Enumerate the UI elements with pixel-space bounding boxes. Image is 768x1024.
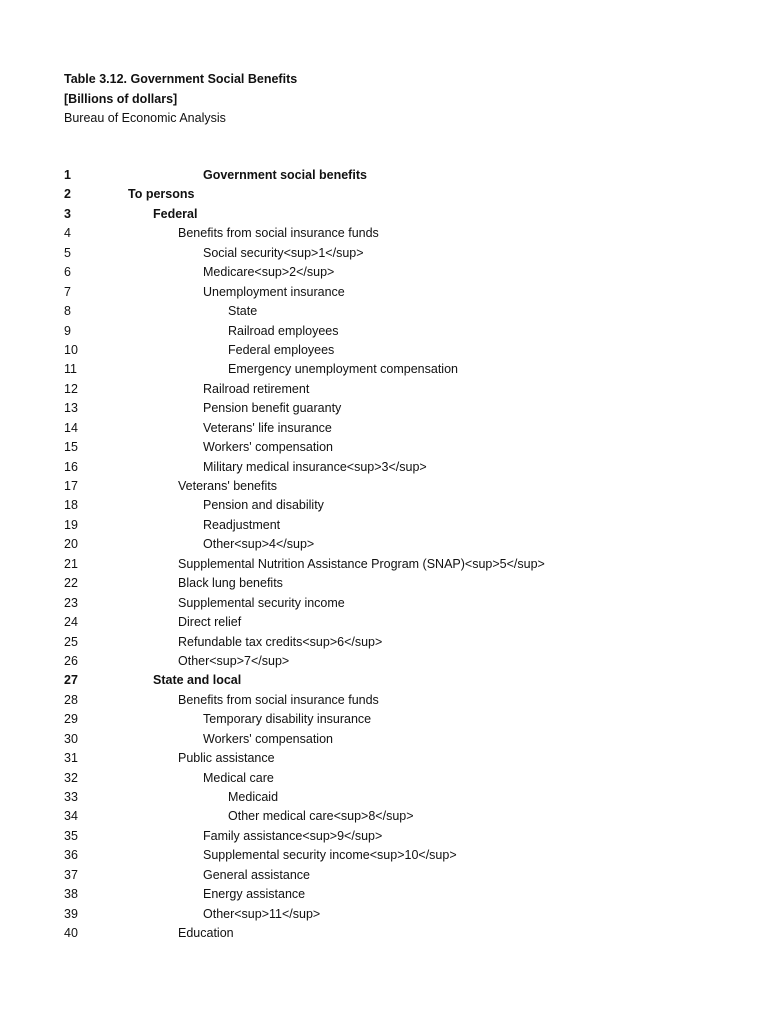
table-row — [64, 827, 744, 846]
table-row — [64, 710, 744, 729]
table-row — [64, 671, 744, 690]
table-row — [64, 613, 744, 632]
line-label: Medical care — [203, 770, 274, 785]
table-row — [64, 846, 744, 865]
table-header — [64, 70, 297, 129]
table-row — [64, 594, 744, 613]
line-label: State — [228, 304, 258, 319]
line-number: 10 — [64, 342, 78, 357]
line-number: 24 — [64, 615, 78, 630]
line-number: 5 — [64, 245, 71, 260]
line-label: State and local — [153, 673, 242, 688]
line-label: Temporary disability insurance — [203, 712, 372, 727]
line-number: 19 — [64, 517, 78, 532]
table-row — [64, 185, 744, 204]
line-label: Veterans' benefits — [178, 479, 277, 493]
table-row — [64, 302, 744, 321]
line-number: 6 — [64, 265, 71, 280]
line-label: Social security<sup>1</sup> — [203, 245, 364, 260]
line-number: 26 — [64, 653, 78, 668]
table-row — [64, 205, 744, 224]
line-number: 16 — [64, 459, 78, 474]
table-row — [64, 438, 744, 457]
line-label: Supplemental security income — [178, 595, 345, 610]
table-row — [64, 633, 744, 652]
line-number: 28 — [64, 692, 78, 707]
line-label: Pension and disability — [203, 498, 324, 513]
line-label: Railroad retirement — [203, 381, 310, 396]
table-row — [64, 283, 744, 302]
table-row — [64, 263, 744, 282]
line-label: Emergency unemployment compensation — [228, 362, 458, 377]
line-number: 34 — [64, 809, 78, 824]
line-number: 27 — [64, 673, 78, 688]
line-number: 39 — [64, 906, 78, 921]
table-row — [64, 244, 744, 263]
table-row — [64, 496, 744, 515]
table-row — [64, 652, 744, 671]
line-label: Readjustment — [203, 517, 281, 532]
line-label: Refundable tax credits<sup>6</sup> — [178, 634, 383, 649]
line-number: 25 — [64, 634, 78, 649]
line-label: Benefits from social insurance funds — [178, 692, 379, 707]
table-row — [64, 224, 744, 243]
line-number: 32 — [64, 770, 78, 785]
table-row — [64, 419, 744, 438]
table-row — [64, 924, 744, 943]
table-row — [64, 905, 744, 924]
line-number: 7 — [64, 284, 71, 299]
table-row — [64, 788, 744, 807]
line-label: Black lung benefits — [178, 576, 283, 591]
table-row — [64, 399, 744, 418]
line-number: 38 — [64, 887, 78, 902]
line-label: Medicaid — [228, 790, 279, 804]
table-row — [64, 535, 744, 554]
line-number: 29 — [64, 712, 78, 727]
line-label: Federal employees — [228, 342, 335, 357]
line-label: Other medical care<sup>8</sup> — [228, 809, 414, 824]
line-label: Other<sup>7</sup> — [178, 653, 290, 668]
line-label: Workers' compensation — [203, 731, 333, 746]
line-label: Energy assistance — [203, 887, 306, 902]
line-item-table — [64, 166, 744, 944]
table-row — [64, 555, 744, 574]
line-number: 14 — [64, 420, 78, 435]
table-row — [64, 458, 744, 477]
line-label: Pension benefit guaranty — [203, 401, 342, 416]
line-label: Veterans' life insurance — [203, 420, 332, 435]
line-label: Federal — [153, 206, 198, 221]
line-label: Supplemental security income<sup>10</sup> — [203, 848, 457, 863]
line-label: Government social benefits — [203, 168, 367, 182]
line-label: Other<sup>4</sup> — [203, 537, 315, 552]
line-number: 2 — [64, 187, 71, 202]
line-number: 37 — [64, 867, 78, 882]
line-number: 15 — [64, 440, 78, 455]
line-number: 8 — [64, 304, 71, 319]
line-number: 35 — [64, 828, 78, 843]
table-row — [64, 341, 744, 360]
table-row — [64, 691, 744, 710]
line-number: 20 — [64, 537, 78, 552]
line-number: 3 — [64, 206, 71, 221]
table-row — [64, 807, 744, 826]
line-number: 9 — [64, 323, 71, 338]
line-number: 22 — [64, 576, 78, 591]
table-row — [64, 574, 744, 593]
line-label: Military medical insurance<sup>3</sup> — [203, 459, 427, 474]
line-number: 33 — [64, 790, 78, 804]
line-label: Other<sup>11</sup> — [203, 906, 321, 921]
line-label: Supplemental Nutrition Assistance Program (SNAP)<sup>5</sup> — [178, 556, 545, 571]
table-row — [64, 730, 744, 749]
table-title: Table 3.12. Government Social Benefits — [64, 72, 298, 86]
table-row — [64, 360, 744, 379]
line-number: 11 — [64, 362, 77, 377]
line-label: Workers' compensation — [203, 440, 333, 455]
line-label: General assistance — [203, 867, 311, 882]
table-row — [64, 885, 744, 904]
line-label: Education — [178, 926, 234, 941]
line-number: 1 — [64, 168, 71, 182]
table-row — [64, 749, 744, 768]
table-units: [Billions of dollars] — [64, 91, 178, 106]
table-source: Bureau of Economic Analysis — [64, 111, 226, 125]
line-number: 21 — [64, 556, 78, 571]
table-row — [64, 166, 744, 185]
line-number: 13 — [64, 401, 78, 416]
line-label: Public assistance — [178, 751, 275, 766]
line-label: Direct relief — [178, 615, 242, 630]
line-number: 31 — [64, 751, 78, 766]
line-label: Benefits from social insurance funds — [178, 226, 379, 241]
line-label: Family assistance<sup>9</sup> — [203, 828, 383, 843]
line-number: 36 — [64, 848, 78, 863]
line-label: Unemployment insurance — [203, 284, 345, 299]
line-number: 4 — [64, 226, 71, 241]
line-label: Railroad employees — [228, 323, 339, 338]
table-row — [64, 322, 744, 341]
line-label: Medicare<sup>2</sup> — [203, 265, 335, 280]
table-row — [64, 769, 744, 788]
line-number: 30 — [64, 731, 78, 746]
table-row — [64, 516, 744, 535]
line-number: 17 — [64, 479, 78, 493]
table-row — [64, 866, 744, 885]
line-number: 12 — [64, 381, 78, 396]
line-label: To persons — [128, 187, 195, 202]
line-number: 18 — [64, 498, 78, 513]
table-row — [64, 477, 744, 496]
line-number: 40 — [64, 926, 78, 941]
line-number: 23 — [64, 595, 78, 610]
table-row — [64, 380, 744, 399]
